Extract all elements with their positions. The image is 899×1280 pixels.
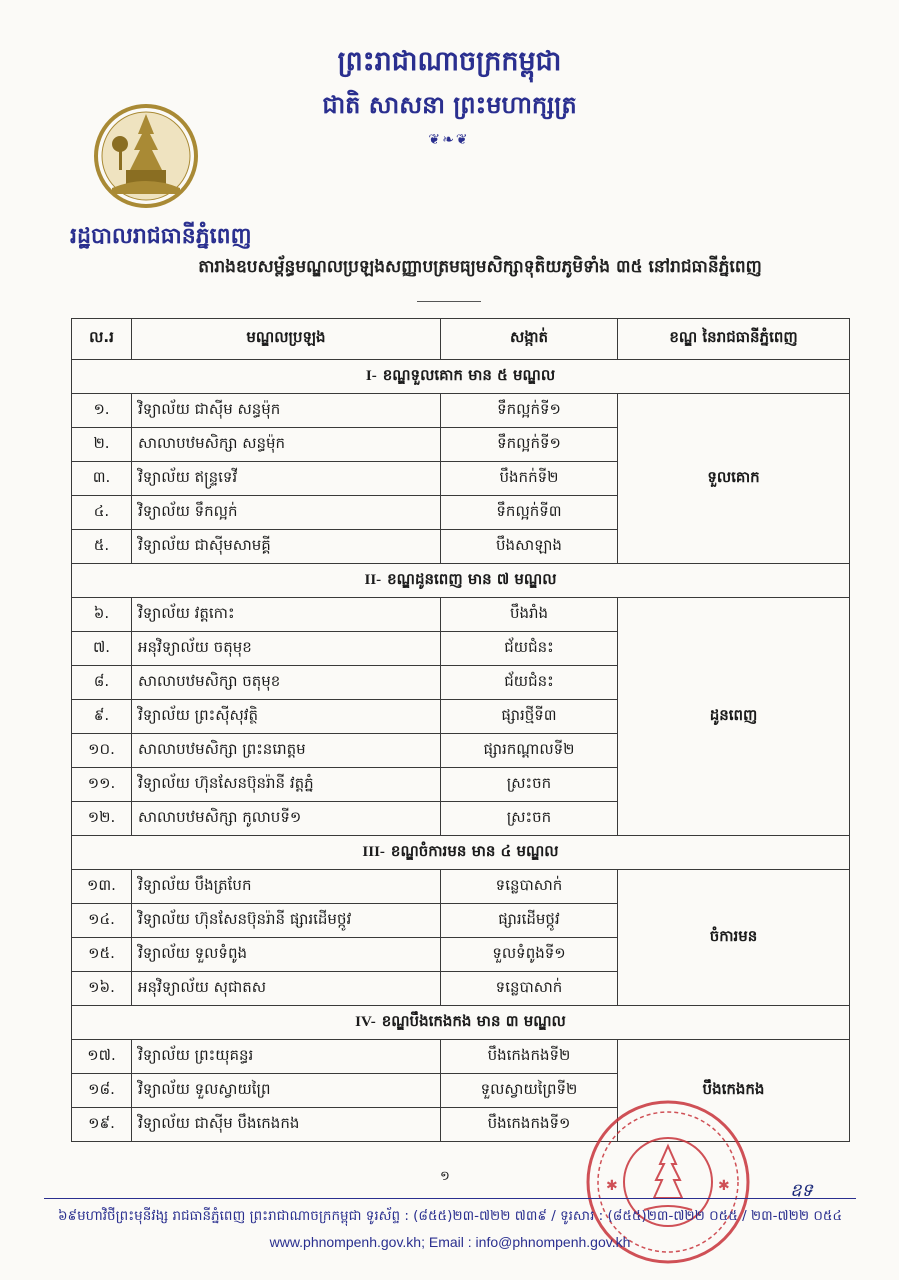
section-label: ខណ្ឌដូនពេញ មាន ៧ មណ្ឌល	[387, 569, 557, 588]
section-row	[72, 836, 850, 870]
row-exam-center: សាលាបឋមសិក្សា កូលាបទី១	[132, 802, 441, 836]
row-number: ១៨.	[72, 1074, 132, 1108]
header-district: ខណ្ឌ នៃរាជធានីភ្នំពេញ	[618, 319, 850, 360]
row-exam-center: វិទ្យាល័យ ជាស៊ីមសាមគ្គី	[132, 530, 441, 564]
row-exam-center: សាលាបឋមសិក្សា សន្ធម៉ុក	[132, 428, 441, 462]
row-number: ២.	[72, 428, 132, 462]
row-commune: បឹងកក់ទី២	[441, 462, 618, 496]
row-commune: បឹងកេងកងទី២	[441, 1040, 618, 1074]
footer-contact: www.phnompenh.gov.kh; Email : info@phnompenh.gov.kh	[269, 1234, 631, 1250]
row-exam-center: សាលាបឋមសិក្សា ព្រះនរោត្តម	[132, 734, 441, 768]
national-motto: ជាតិ សាសនា ព្រះមហាក្សត្រ	[322, 90, 577, 119]
row-number: ៤.	[72, 496, 132, 530]
row-exam-center: វិទ្យាល័យ ទឹកល្អក់	[132, 496, 441, 530]
header-number: ល.រ	[72, 319, 132, 360]
row-number: ១.	[72, 394, 132, 428]
row-number: ១១.	[72, 768, 132, 802]
phnom-penh-emblem-icon	[92, 100, 200, 218]
row-exam-center: វិទ្យាល័យ ទួលស្វាយព្រៃ	[132, 1074, 441, 1108]
row-number: ១៣.	[72, 870, 132, 904]
row-district: ទួលគោក	[618, 394, 850, 564]
row-number: ១២.	[72, 802, 132, 836]
row-exam-center: វិទ្យាល័យ ជាស៊ីម សន្ធម៉ុក	[132, 394, 441, 428]
row-commune: ទឹកល្អក់ទី១	[441, 428, 618, 462]
row-exam-center: វិទ្យាល័យ វត្តកោះ	[132, 598, 441, 632]
section-roman: I-	[365, 367, 377, 384]
row-exam-center: វិទ្យាល័យ ហ៊ុនសែនប៊ុនរ៉ានី វត្តភ្នំ	[132, 768, 441, 802]
row-number: ១៧.	[72, 1040, 132, 1074]
section-heading	[72, 564, 850, 598]
section-row	[72, 564, 850, 598]
row-district: ចំការមន	[618, 870, 850, 1006]
row-exam-center: វិទ្យាល័យ ទួលទំពូង	[132, 938, 441, 972]
row-exam-center: វិទ្យាល័យ ជាស៊ីម បឹងកេងកង	[132, 1108, 441, 1142]
row-number: ៨.	[72, 666, 132, 700]
row-number: ១៩.	[72, 1108, 132, 1142]
table-row	[72, 1040, 850, 1074]
svg-text:✱: ✱	[718, 1178, 730, 1194]
row-commune: បឹងកេងកងទី១	[441, 1108, 618, 1142]
exam-centers-table	[71, 318, 850, 1142]
kingdom-title: ព្រះរាជាណាចក្រកម្ពុជា	[337, 46, 562, 77]
section-roman: II-	[364, 571, 382, 588]
row-commune: ទឹកល្អក់ទី៣	[441, 496, 618, 530]
document-title: តារាងឧបសម្ព័ន្ធមណ្ឌលប្រឡងសញ្ញាបត្រមធ្យមសិក្សាទុតិយភូមិទាំង ៣៥ នៅរាជធានីភ្នំពេញ	[198, 257, 762, 277]
row-exam-center: វិទ្យាល័យ ព្រះយុគន្ធរ	[132, 1040, 441, 1074]
section-label: ខណ្ឌចំការមន មាន ៤ មណ្ឌល	[390, 841, 559, 860]
row-commune: ស្រះចក	[441, 768, 618, 802]
section-label: ខណ្ឌបឹងកេងកង មាន ៣ មណ្ឌល	[381, 1011, 566, 1030]
row-number: ១០.	[72, 734, 132, 768]
row-exam-center: វិទ្យាល័យ ឥន្ទ្រទេវី	[132, 462, 441, 496]
section-heading	[72, 1006, 850, 1040]
row-district: ដូនពេញ	[618, 598, 850, 836]
row-commune: ផ្សារដើមថ្កូវ	[441, 904, 618, 938]
issuing-authority: រដ្ឋបាលរាជធានីភ្នំពេញ	[70, 223, 252, 249]
row-commune: ផ្សារថ្មីទី៣	[441, 700, 618, 734]
motto-ornament: ❦❧❦	[428, 132, 470, 148]
table-row	[72, 598, 850, 632]
row-commune: ទួលស្វាយព្រៃទី២	[441, 1074, 618, 1108]
footer-address: ៦៩មហាវិថីព្រះមុនីវង្ស រាជធានីភ្នំពេញ ព្រះរាជាណាចក្រកម្ពុជា ទូរស័ព្ទ : (៨៥៥)២៣-៧២២ ៧៣៩ / ទូរសារ : (៨៥៥)២៣-៧២២ ០៥៥ / ២៣-៧២២ ០៥៤	[57, 1208, 843, 1224]
row-exam-center: វិទ្យាល័យ ហ៊ុនសែនប៊ុនរ៉ានី ផ្សារដើមថ្កូវ	[132, 904, 441, 938]
row-commune: ទន្លេបាសាក់	[441, 972, 618, 1006]
section-heading	[72, 360, 850, 394]
page-number: ១	[440, 1169, 450, 1184]
table-row	[72, 394, 850, 428]
footer-divider	[44, 1198, 856, 1199]
row-exam-center: វិទ្យាល័យ បឹងត្របែក	[132, 870, 441, 904]
row-exam-center: សាលាបឋមសិក្សា ចតុមុខ	[132, 666, 441, 700]
svg-text:✱: ✱	[606, 1178, 618, 1194]
table-header-row	[72, 319, 850, 360]
row-commune: ជ័យជំនះ	[441, 632, 618, 666]
row-number: ១៥.	[72, 938, 132, 972]
header-exam-center: មណ្ឌលប្រឡង	[132, 319, 441, 360]
section-heading	[72, 836, 850, 870]
section-roman: IV-	[355, 1013, 376, 1030]
row-number: ៩.	[72, 700, 132, 734]
row-number: ១៤.	[72, 904, 132, 938]
row-commune: បឹងរាំង	[441, 598, 618, 632]
section-roman: III-	[362, 843, 385, 860]
row-number: ៧.	[72, 632, 132, 666]
row-number: ៥.	[72, 530, 132, 564]
signature: ឧទ	[790, 1180, 813, 1201]
row-commune: ទួលទំពូងទី១	[441, 938, 618, 972]
row-commune: ទឹកល្អក់ទី១	[441, 394, 618, 428]
row-number: ១៦.	[72, 972, 132, 1006]
section-row	[72, 1006, 850, 1040]
row-exam-center: អនុវិទ្យាល័យ ចតុមុខ	[132, 632, 441, 666]
section-row	[72, 360, 850, 394]
row-commune: ទន្លេបាសាក់	[441, 870, 618, 904]
row-commune: ជ័យជំនះ	[441, 666, 618, 700]
row-district: បឹងកេងកង	[618, 1040, 850, 1142]
row-number: ៦.	[72, 598, 132, 632]
row-number: ៣.	[72, 462, 132, 496]
row-exam-center: វិទ្យាល័យ ព្រះស៊ីសុវត្ថិ	[132, 700, 441, 734]
row-exam-center: អនុវិទ្យាល័យ សុជាតស	[132, 972, 441, 1006]
section-label: ខណ្ឌទួលគោក មាន ៥ មណ្ឌល	[382, 365, 556, 384]
title-divider	[417, 301, 481, 302]
header-commune: សង្កាត់	[441, 319, 618, 360]
table-row	[72, 870, 850, 904]
row-commune: ស្រះចក	[441, 802, 618, 836]
row-commune: ផ្សារកណ្តាលទី២	[441, 734, 618, 768]
row-commune: បឹងសាឡាង	[441, 530, 618, 564]
